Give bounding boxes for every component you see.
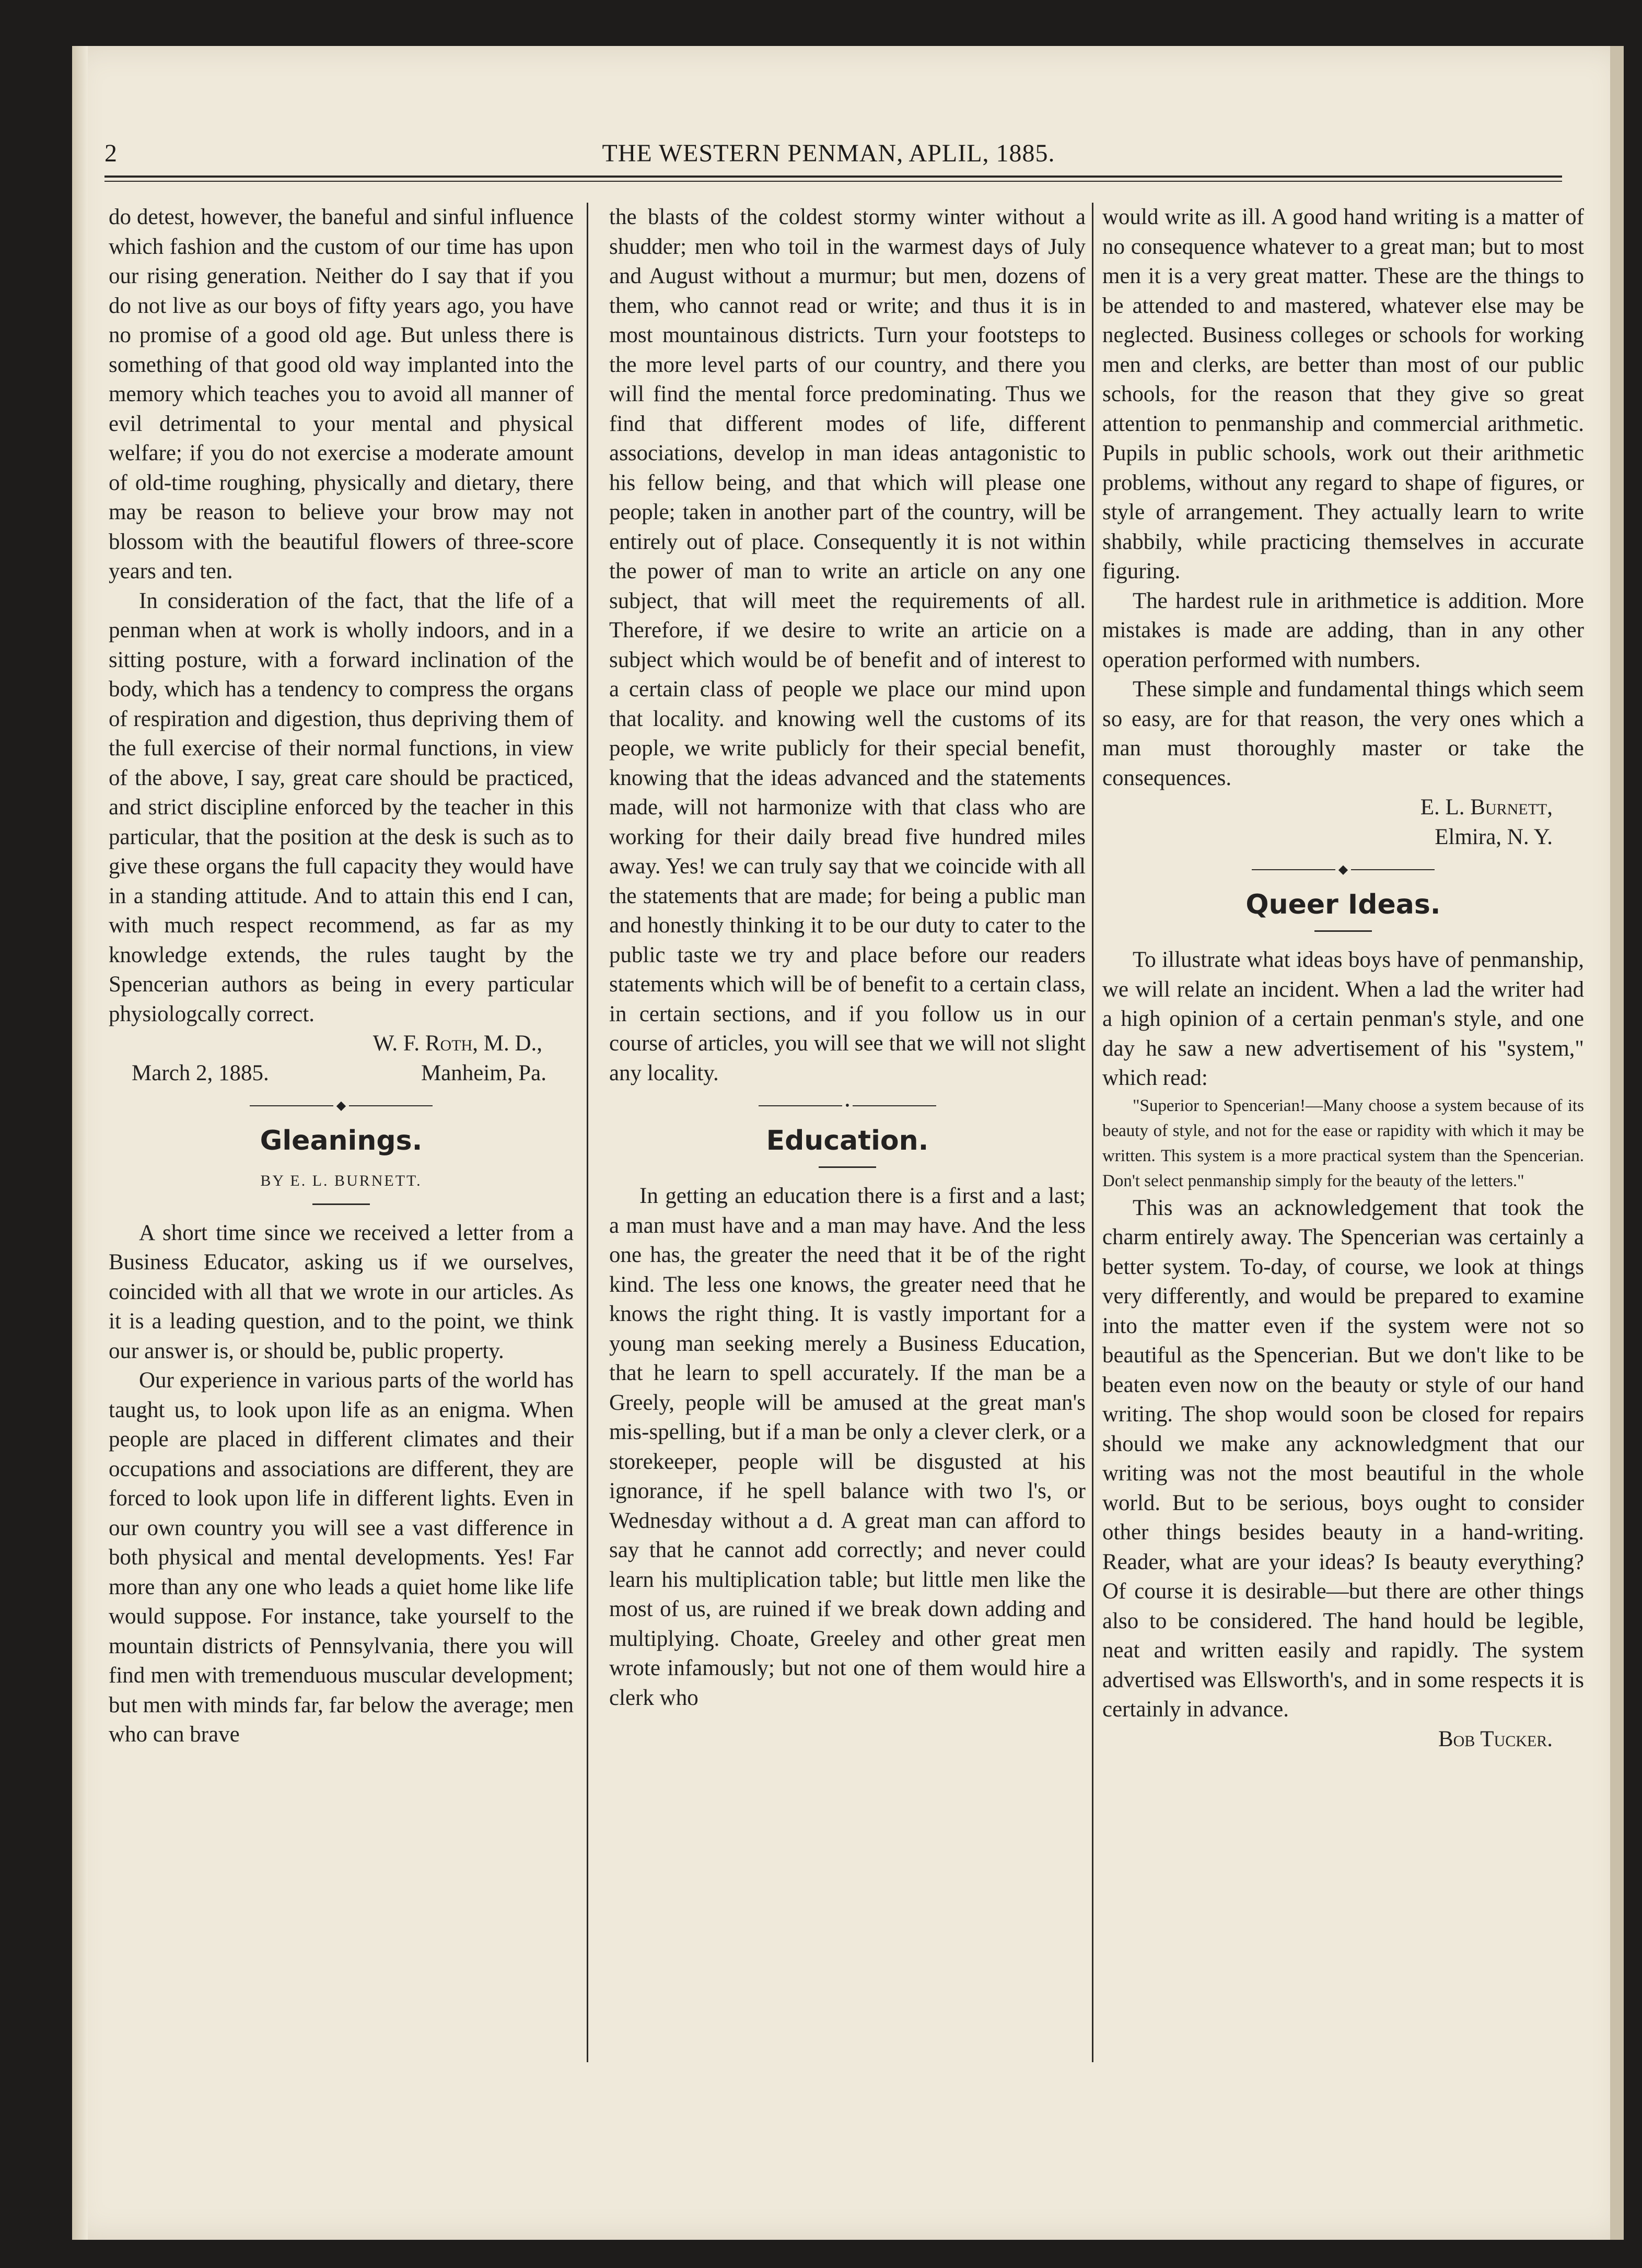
paragraph: To illustrate what ideas boys have of penmanship, we will relate an incident. When a lad the writer had a high opinion of a certain penman's style, and one day he saw a new advertisement of his "system," which read: [1102,948,1584,1090]
column-2 [609,203,1086,1713]
article-heading: Education. [766,1125,929,1156]
article-byline: BY E. L. BURNETT. [260,1172,422,1189]
signature-line [109,1059,574,1089]
section-ornament [1102,863,1584,876]
page-binding-shadow [72,46,88,2240]
paragraph: would write as ill. A good hand writing is a matter of no consequence whatever to a great man; but to most men it is a very great matter. These are the things to be attended to and mastered, whatever else may be neglected. Business colleges or schools for working men and clerks, are better than most of our public schools, for the reason that they give so great attention to penmanship and commercial arithmetic. Pupils in public schools, work out their arithmetic problems, without any regard to shape of figures, or style of arrangement. They actually learn to write shabbily, while practicing themselves in accurate figuring. [1102,205,1584,583]
signature-place: Manheim, Pa. [421,1060,546,1085]
page-header [104,139,1553,170]
signature-place: Elmira, N. Y. [1435,824,1553,849]
section-ornament [109,1100,574,1112]
ornament-line [349,1105,433,1106]
ornament-line [250,1105,333,1106]
paragraph: do detest, however, the baneful and sinful influence which fashion and the custom of our time has upon our rising generation. Neither do I say that if you do not live as our boys of fifty years ago, you have no promise of a good old age. But unless there is something of that good old way implanted into the memory which teaches you to avoid all manner of evil detrimental to your mental and physical welfare; if you do not exercise a moderate amount of old-time roughing, physically and dietary, there may be reason to believe your brow may not blossom with the beautiful flowers of three-score years and ten. [109,205,574,583]
paragraph: In consideration of the fact, that the life of a penman when at work is wholly indoors, and in a sitting posture, with a forward inclination of the body, which has a tendency to compress the organs of respiration and digestion, thus depriving them of the full exercise of their normal functions, in view of the above, I say, great care should be practiced, and strict discipline enforced by the teacher in this particular, that the position at the desk is such as to give these organs the full capacity they would have in a standing attitude. And to attain this end I can, with much respect recommend, as far as my knowledge extends, the rules taught by the Spencerian authors as being in every particular physiologcally correct. [109,588,574,1026]
paragraph: These simple and fundamental things which seem so easy, are for that reason, the very ones which a man must thoroughly master or take the consequences. [1102,677,1584,790]
column-divider-2 [1092,203,1093,2062]
ornament-line [1351,869,1435,870]
ornament-line [853,1105,936,1106]
ornament-diamond: ◆ [1338,863,1348,876]
signature-name: E. L. Burnett, [1420,795,1553,820]
short-rule [819,1166,876,1168]
article-heading: Gleanings. [260,1125,423,1156]
page-edge [1610,46,1624,2240]
short-rule [312,1203,370,1205]
column-divider-1 [587,203,588,2062]
newspaper-page [72,46,1624,2240]
page-number: 2 [104,139,118,167]
paragraph: The hardest rule in arithmetice is addition. More mistakes is made are adding, than in any other operation performed with numbers. [1102,588,1584,672]
paragraph: In getting an education there is a first and a last; a man must have and a man may have. And the less one has, the greater the need that it be of the right kind. The less one knows, the greater need that he knows the right thing. It is vastly important for a young man seeking merely a Business Education, that he learn to spell accurately. If the man be a Greely, people will be amused at the great man's mis-spelling, but if a man be only a clever clerk, or a storekeeper, people will be disgusted at his ignorance, if he spell balance with two l's, or Wednesday without a d. A great man can afford to say that he cannot add correctly; and never could learn his multiplication table; but little men like the most of us, are ruined if we break down adding and multiplying. Choate, Greeley and other great men wrote infamously; but not one of them would hire a clerk who [609,1184,1086,1710]
column-3 [1102,203,1584,1754]
ornament-line [1252,869,1335,870]
paragraph: Our experience in various parts of the world has taught us, to look upon life as an enigma. When people are placed in different climates and their occupations and associations are different, they are forced to look upon life in different lights. Even in our own country you will see a vast difference in both physical and mental developments. Yes! Far more than any one who leads a quiet home like life would suppose. For instance, take yourself to the mountain districts of Pennsylvania, there you will find men with tremenduous muscular development; but men with minds far, far below the average; men who can brave [109,1368,574,1747]
signature-name: W. F. Roth, M. D., [372,1031,542,1056]
paragraph: A short time since we received a letter from a Business Educator, asking us if we ourselves, coincided with all that we wrote in our articles. As it is a leading question, and to the point, we think our answer is, or should be, public property. [109,1220,574,1363]
masthead-title: THE WESTERN PENMAN, APLIL, 1885. [602,139,1055,167]
short-rule [1314,930,1372,932]
article-heading: Queer Ideas. [1245,889,1441,920]
paragraph: This was an acknowledgement that took the charm entirely away. The Spencerian was certainly a better system. To-day, of course, we look at things very differently, and would be prepared to examine into the matter even if the system were not so beautiful as the Spencerian. But we don't like to be beaten even now on the beauty or style of our hand writing. The shop would soon be closed for repairs should we make any acknowledgment that our writing was not the most beautiful in the whole world. But to be serious, boys ought to consider other things besides beauty in a hand-writing. Reader, what are your ideas? Is beauty everything? Of course it is desirable—but there are other things also to be considered. The hand hould be legible, neat and written easily and rapidly. The system advertised was Ellsworth's, and in some respects it is certainly in advance. [1102,1195,1584,1722]
paragraph: the blasts of the coldest stormy winter without a shudder; men who toil in the warmest days of July and August without a murmur; but men, dozens of them, who cannot read or write; and thus it is in most mountainous districts. Turn your footsteps to the more level parts of our country, and there you will find the mental force predominating. Thus we find that different modes of life, different associations, develop in man ideas antagonistic to his fellow being, and that which will please one people; taken in another part of the country, will be entirely out of place. Consequently it is not within the power of man to write an article on any one subject, that will meet the requirements of all. Therefore, if we desire to write an articie on a subject which would be of benefit and of interest to a certain class of people we place our mind upon that locality. and knowing well the customs of its people, we write publicly for their special benefit, knowing that the ideas advanced and the statements made, will not harmonize with that class who are working for their daily bread five hundred miles away. Yes! we can truly say that we coincide with all the statements that are made; for being a public man and honestly thinking it to be our duty to cater to the public taste we try and place before our readers statements which will be of benefit to a certain class, in certain sections, and if you follow us in our course of articles, you will see that we will not slight any locality. [609,205,1086,1085]
ornament-diamond: • [845,1099,850,1113]
column-1 [109,203,574,1750]
header-rule-thick [104,176,1562,178]
quoted-advertisement: "Superior to Spencerian!—Many choose a system because of its beauty of style, and not for the ease or rapidity with which it may be written. This system is a more practical system than the Spencerian. Don't select penmanship simply for the beauty of the letters." [1102,1096,1584,1190]
section-ornament [609,1100,1086,1112]
signature-date: March 2, 1885. [132,1060,269,1085]
ornament-diamond: ◆ [336,1099,346,1113]
signature-name: Bob Tucker. [1438,1726,1553,1751]
ornament-line [759,1105,842,1106]
header-rule-thin [104,181,1562,182]
